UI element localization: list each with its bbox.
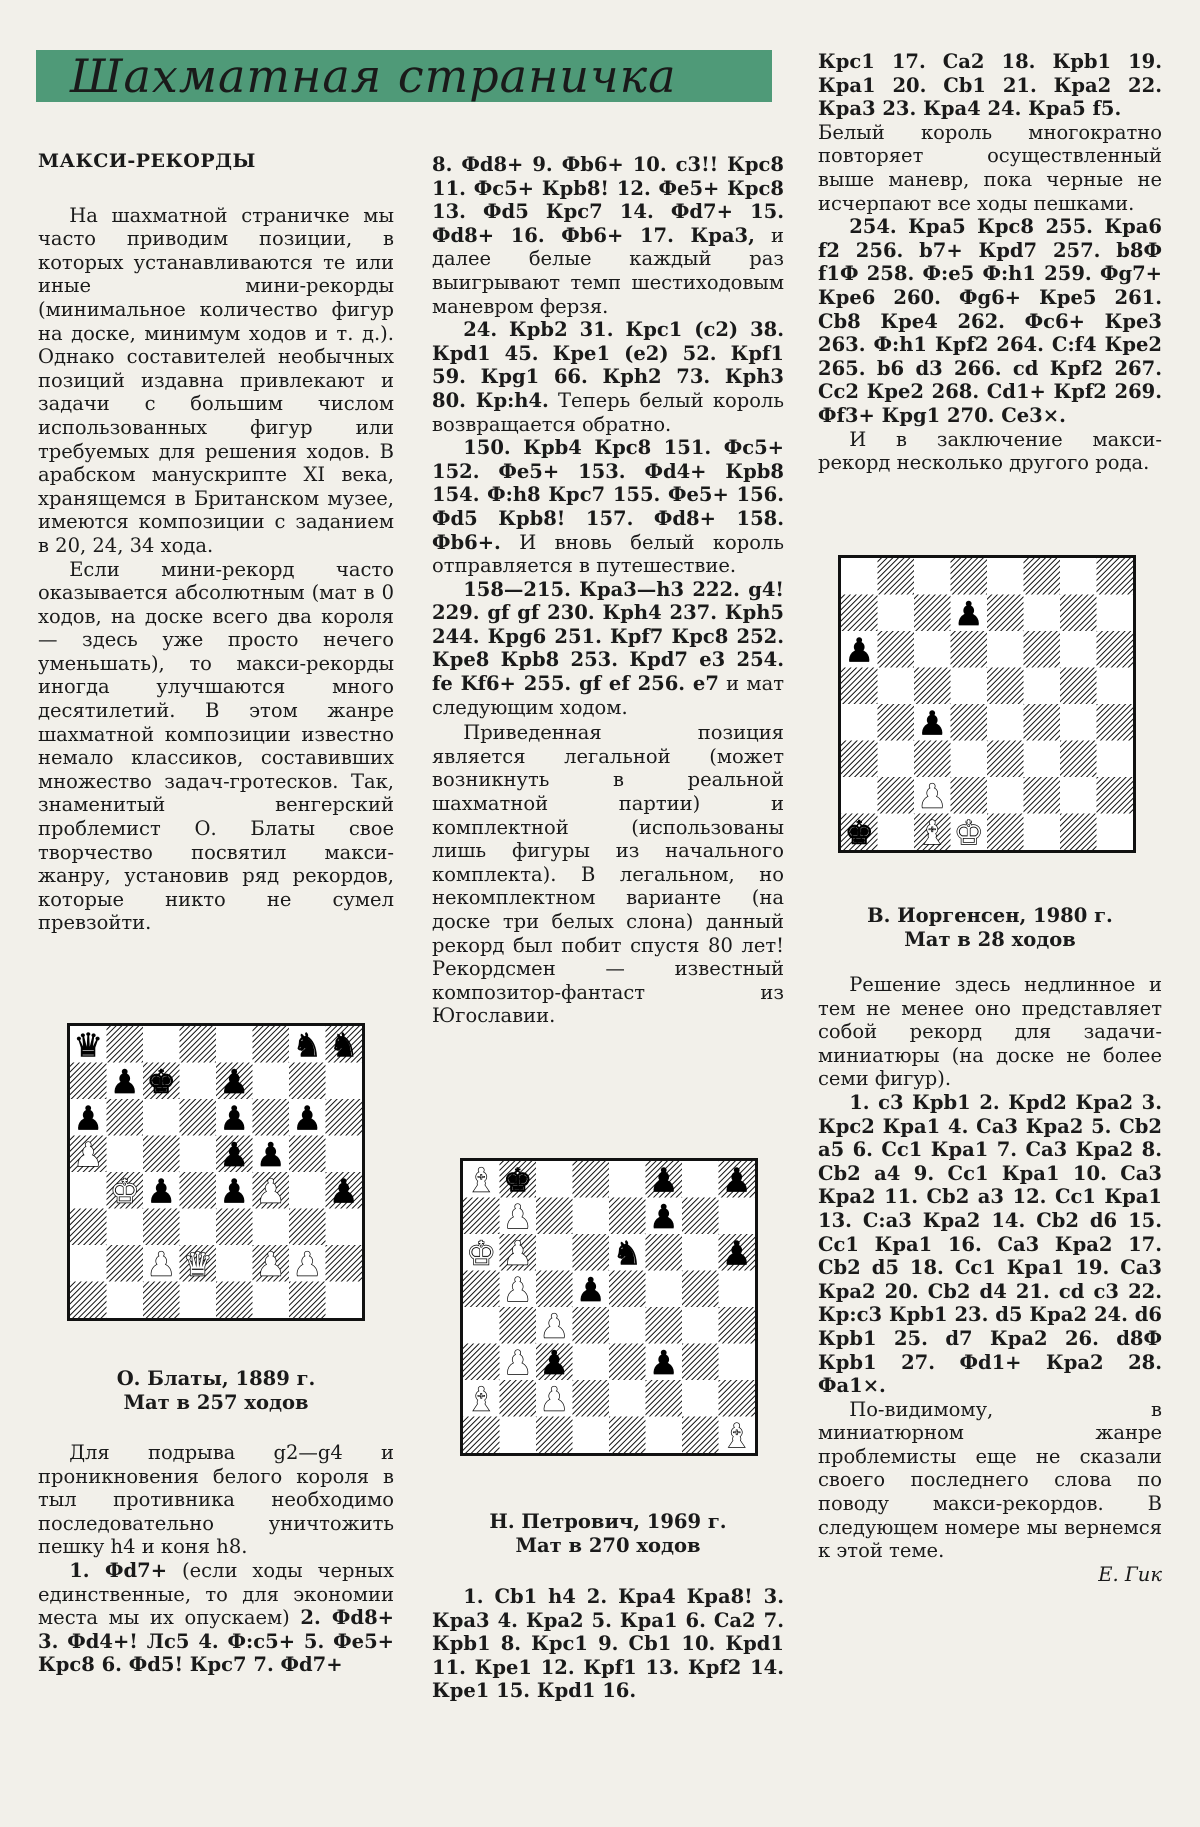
dark-square [1060,814,1097,851]
article-title: МАКСИ-РЕКОРДЫ [38,150,256,172]
dark-square [573,1380,610,1417]
dark-square [609,1198,646,1235]
dark-square [1097,704,1134,741]
light-square [216,1245,253,1282]
light-square [70,1172,107,1209]
diagram-2-task: Мат в 270 ходов [515,1534,701,1557]
light-square [646,1271,683,1308]
dark-square [500,1380,537,1417]
dark-square [609,1417,646,1454]
black-pawn-icon: ♟ [576,1270,606,1309]
white-pawn-icon: ♟ [256,1245,286,1284]
dark-square [951,631,988,668]
col1-paragraph-1: На шахматной страничке мы часто приводим позиции, в которых устанавливаются те или иные мини-рекорды (минимальное количество фигур на доске, минимум ходов и т. д.). Однако составителей необычных позиций издавна привлекают и задачи с большим числом использованных фигур или требуемых для решения ходов. В арабском манускрипте XI века, хранящемся в Британском музее, имеются композиции с заданием в 20, 24, 34 хода. [38,203,394,557]
light-square [1024,814,1061,851]
light-square [289,1172,326,1209]
white-bishop-icon: ♝ [722,1416,752,1453]
dark-square [719,1307,756,1344]
diagram-1-task: Мат в 257 ходов [123,1391,309,1414]
white-bishop-icon: ♝ [917,813,947,850]
dark-square [573,1161,610,1198]
dark-square [646,1380,683,1417]
light-square [987,631,1024,668]
dark-square [326,1099,363,1136]
light-square [646,1417,683,1454]
diagram-2-author: Н. Петрович, 1969 г. [489,1510,727,1533]
dark-square [682,1417,719,1454]
dark-square [682,1344,719,1381]
light-square [1060,704,1097,741]
signature: Е. Гик [1098,1562,1162,1586]
dark-square [951,777,988,814]
light-square [719,1271,756,1308]
black-knight-icon: ♞ [292,1026,322,1065]
dark-square [573,1234,610,1271]
black-pawn-icon: ♟ [329,1172,359,1211]
move-text: 158—215. Кра3—h3 222. g4! 229. gf gf 230. Крh4 237. Крh5 244. Крg6 251. Крf7 Крс8 252. Кре8 Крb8 253. Крd7 е3 254. fe Kf6+ 255. gf ef 256. е7 [432,577,784,696]
light-square [1060,777,1097,814]
dark-square [987,595,1024,632]
dark-square [253,1099,290,1136]
light-square [180,1282,217,1319]
black-pawn-icon: ♟ [844,631,874,670]
black-pawn-icon: ♟ [539,1343,569,1382]
diagram-3-task: Мат в 28 ходов [904,928,1076,951]
dark-square [914,668,951,705]
light-square [143,1026,180,1063]
dark-square [646,1307,683,1344]
light-square [107,1209,144,1246]
dark-square [463,1417,500,1454]
light-square [1097,668,1134,705]
move-text: 2. Фd8+ 3. Фd4+! Лс5 4. Ф:c5+ 5. Фe5+ Крс8 6. Фd5! Крс7 7. Фd7+ [38,1606,394,1677]
black-king-icon: ♚ [146,1062,176,1101]
diagram-2-caption [432,1510,784,1558]
white-pawn-icon: ♟ [503,1197,533,1236]
white-pawn-icon: ♟ [146,1245,176,1284]
note-text: (если ходы черных единственные, то для экономии места мы их опускаем) [38,1558,394,1630]
black-pawn-icon: ♟ [219,1172,249,1211]
diagram-3-author: В. Иоргенсен, 1980 г. [867,904,1113,927]
dark-square [70,1282,107,1319]
light-square [841,777,878,814]
dark-square [1060,595,1097,632]
light-square [253,1063,290,1100]
chess-diagram-2 [460,1158,758,1456]
black-knight-icon: ♞ [329,1026,359,1065]
light-square [1097,595,1134,632]
black-pawn-icon: ♟ [219,1062,249,1101]
col3-lower-moves: 1. с3 Крb1 2. Крd2 Кра2 3. Крс2 Кра1 4. Са3 Кра2 5. Сb2 а5 6. Сс1 Кра1 7. Са3 Кра2 8. Сb2 а4 9. Сс1 Кра1 10. Са3 Кра2 11. Сb2 а3 12. Сс1 Кра1 13. С:а3 Кра2 14. Сb2 d6 15. Сс1 Кра1 16. Са3 Кра2 17. Сb2 d5 18. Сс1 Кра1 19. Са3 Кра2 20. Сb2 d4 21. cd с3 22. Кр:с3 Крb1 23. d5 Кра2 24. d6 Крb1 25. d7 Кра2 26. d8Ф Крb1 27. Фd1+ Кра2 28. Фа1×. [818,1090,1162,1398]
white-pawn-icon: ♟ [292,1245,322,1284]
note-text: И вновь белый король отправляется в путешествие. [432,530,784,578]
col2-paragraph-2 [432,318,784,436]
light-square [682,1380,719,1417]
move-text: 8. Фd8+ 9. Фb6+ 10. с3!! Крс8 11. Фс5+ Крb8! 12. Фe5+ Крс8 13. Фd5 Крс7 14. Фd7+ 15. Фd8+ 16. Фb6+ 17. Кра3, [432,153,784,247]
black-pawn-icon: ♟ [73,1099,103,1138]
dark-square [841,668,878,705]
light-square [326,1209,363,1246]
dark-square [646,1234,683,1271]
dark-square [1060,741,1097,778]
light-square [682,1161,719,1198]
white-pawn-icon: ♟ [73,1135,103,1174]
dark-square [951,558,988,595]
light-square [143,1099,180,1136]
dark-square [463,1198,500,1235]
dark-square [987,814,1024,851]
white-bishop-icon: ♝ [466,1380,496,1419]
light-square [682,1307,719,1344]
dark-square [914,741,951,778]
black-pawn-icon: ♟ [292,1099,322,1138]
light-square [216,1026,253,1063]
dark-square [1097,777,1134,814]
light-square [878,668,915,705]
dark-square [841,741,878,778]
move-text: 150. Крb4 Крс8 151. Фс5+ 152. Фe5+ 153. Фd4+ Крb8 154. Ф:h8 Крс7 155. Фe5+ 156. Фd5 Крb8! 157. Фd8+ 158. Фb6+. [432,436,784,554]
col2-paragraph-3 [432,436,784,578]
col2-lower-moves: 1. Сb1 h4 2. Кра4 Кра8! 3. Кра3 4. Кра2 5. Кра1 6. Са2 7. Крb1 8. Крс1 9. Сb1 10. Крd1 11. Кре1 12. Крf1 13. Крf2 14. Кре1 15. Крd1 16. [432,1585,784,1703]
light-square [841,704,878,741]
dark-square [70,1209,107,1246]
dark-square [180,1026,217,1063]
light-square [609,1380,646,1417]
note-text: и далее белые каждый раз выигрывают темп шестиходовым маневром ферзя. [432,223,784,318]
dark-square [70,1063,107,1100]
light-square [878,741,915,778]
light-square [536,1161,573,1198]
dark-square [914,595,951,632]
dark-square [536,1271,573,1308]
light-square [107,1136,144,1173]
white-pawn-icon: ♟ [917,777,947,816]
white-pawn-icon: ♟ [256,1172,286,1211]
light-square [70,1245,107,1282]
dark-square [289,1136,326,1173]
white-king-icon: ♚ [110,1172,140,1211]
white-pawn-icon: ♟ [503,1343,533,1382]
column-1-lower [38,1441,394,1677]
col3-moves-1: Крс1 17. Са2 18. Крb1 19. Кра1 20. Сb1 21. Кра2 22. Кра3 23. Кра4 24. Кра5 f5. [818,50,1162,121]
dark-square [463,1271,500,1308]
dark-square [987,668,1024,705]
dark-square [878,631,915,668]
banner-title: Шахматная страничка [70,49,677,103]
move-text: 24. Крb2 31. Крс1 (с2) 38. Крd1 45. Кре1 (е2) 52. Крf1 59. Крg1 66. Крh2 73. Крh3 80. Кр:h4. [432,318,784,412]
col1-paragraph-2: Если мини-рекорд часто оказывается абсолютным (мат в 0 ходов, на доске всего два короля — здесь уже просто нечего уменьшать), то макси-рекорды иногда улучшаются много десятилетий. В этом жанре шахматной композиции известно немало классиков, составивших множество задач-гротесков. Так, знаменитый венгерский проблемист О. Блаты свое творчество посвятил макси-жанру, установив ряд рекордов, которые никто не сумел превзойти. [38,557,394,935]
dark-square [536,1198,573,1235]
column-2 [432,153,784,1028]
dark-square [143,1136,180,1173]
dark-square [180,1099,217,1136]
dark-square [682,1198,719,1235]
dark-square [107,1245,144,1282]
light-square [1060,558,1097,595]
dark-square [1097,558,1134,595]
column-3 [818,50,1162,475]
light-square [1097,741,1134,778]
white-bishop-icon: ♝ [466,1161,496,1200]
column-2-lower [432,1585,784,1703]
note-text: и мат следующим ходом. [432,672,784,719]
black-king-icon: ♚ [503,1161,533,1200]
dark-square [719,1380,756,1417]
white-pawn-icon: ♟ [539,1380,569,1419]
light-square [987,704,1024,741]
dark-square [878,777,915,814]
dark-square [609,1344,646,1381]
dark-square [878,558,915,595]
black-pawn-icon: ♟ [722,1234,752,1273]
light-square [878,595,915,632]
dark-square [1024,777,1061,814]
light-square [878,814,915,851]
light-square [987,558,1024,595]
move-text: 1. Фd7+ [69,1558,168,1582]
light-square [1024,741,1061,778]
light-square [500,1417,537,1454]
light-square [536,1234,573,1271]
note-text: Теперь белый король возвращается обратно. [432,388,784,436]
dark-square [289,1209,326,1246]
diagram-1-caption [38,1367,394,1415]
dark-square [500,1307,537,1344]
light-square [253,1209,290,1246]
dark-square [143,1209,180,1246]
column-1 [38,150,394,935]
black-pawn-icon: ♟ [954,594,984,633]
light-square [326,1063,363,1100]
col2-paragraph-4 [432,578,784,720]
light-square [463,1307,500,1344]
black-king-icon: ♚ [844,813,874,850]
white-pawn-icon: ♟ [539,1307,569,1346]
light-square [841,558,878,595]
light-square [1097,814,1134,851]
white-pawn-icon: ♟ [503,1270,533,1309]
light-square [1024,668,1061,705]
light-square [719,1344,756,1381]
white-king-icon: ♚ [954,813,984,850]
dark-square [289,1282,326,1319]
black-pawn-icon: ♟ [722,1161,752,1200]
dark-square [180,1172,217,1209]
dark-square [1060,668,1097,705]
dark-square [682,1271,719,1308]
black-pawn-icon: ♟ [649,1161,679,1200]
light-square [609,1307,646,1344]
light-square [1060,631,1097,668]
diagram-3-caption [818,904,1162,952]
black-pawn-icon: ♟ [146,1172,176,1211]
diagram-1-author: О. Блаты, 1889 г. [116,1367,316,1390]
dark-square [216,1209,253,1246]
col1-lower-paragraph-2 [38,1559,394,1677]
light-square [253,1282,290,1319]
dark-square [216,1282,253,1319]
dark-square [609,1271,646,1308]
col3-lower-paragraph-1: Решение здесь недлинное и тем не менее оно представляет собой рекорд для задачи-миниатюры (на доске не более семи фигур). [818,973,1162,1091]
dark-square [289,1063,326,1100]
dark-square [107,1099,144,1136]
dark-square [1024,558,1061,595]
dark-square [463,1344,500,1381]
black-pawn-icon: ♟ [256,1135,286,1174]
light-square [719,1198,756,1235]
black-pawn-icon: ♟ [110,1062,140,1101]
light-square [107,1282,144,1319]
col1-lower-paragraph-1: Для подрыва g2—g4 и проникновения белого короля в тыл противника необходимо последовательно уничтожить пешку h4 и коня h8. [38,1441,394,1559]
dark-square [1024,704,1061,741]
col2-paragraph-1 [432,153,784,318]
black-pawn-icon: ♟ [219,1099,249,1138]
light-square [914,558,951,595]
chess-diagram-3 [838,555,1136,853]
light-square [951,668,988,705]
col3-paragraph-1: Белый король многократно повторяет осуществленный выше маневр, пока черные не исчерпают все ходы пешками. [818,120,1162,215]
dark-square [1024,631,1061,668]
black-pawn-icon: ♟ [649,1343,679,1382]
black-knight-icon: ♞ [612,1234,642,1273]
dark-square [951,704,988,741]
light-square [682,1234,719,1271]
dark-square [1097,631,1134,668]
light-square [573,1417,610,1454]
white-king-icon: ♚ [466,1234,496,1273]
light-square [987,777,1024,814]
dark-square [536,1417,573,1454]
chess-diagram-1 [67,1023,365,1321]
light-square [573,1344,610,1381]
light-square [951,741,988,778]
light-square [914,631,951,668]
dark-square [573,1307,610,1344]
light-square [573,1198,610,1235]
dark-square [987,741,1024,778]
light-square [180,1209,217,1246]
light-square [180,1063,217,1100]
light-square [326,1136,363,1173]
light-square [1024,595,1061,632]
black-queen-icon: ♛ [73,1026,103,1065]
column-3-lower [818,973,1162,1586]
dark-square [143,1282,180,1319]
black-pawn-icon: ♟ [649,1197,679,1236]
col3-paragraph-2: И в заключение макси-рекорд несколько другого рода. [818,427,1162,475]
dark-square [326,1245,363,1282]
dark-square [841,595,878,632]
col3-moves-2: 254. Кра5 Крс8 255. Кра6 f2 256. b7+ Крd7 257. b8Ф f1Ф 258. Ф:e5 Ф:h1 259. Фg7+ Кре6 260. Фg6+ Кре5 261. Сb8 Кре4 262. Фс6+ Кре3 263. Ф:h1 Крf2 264. С:f4 Кре2 265. b6 d3 266. cd Крf2 267. Сс2 Кре2 268. Сd1+ Крf2 269. Фf3+ Крg1 270. Се3×. [818,215,1162,427]
light-square [180,1136,217,1173]
dark-square [107,1026,144,1063]
white-queen-icon: ♛ [183,1245,213,1284]
col3-lower-paragraph-2: По-видимому, в миниатюрном жанре проблемисты еще не сказали своего последнего слова по поводу макси-рекордов. В следующем номере мы вернемся к этой теме. [818,1397,1162,1563]
dark-square [878,704,915,741]
black-pawn-icon: ♟ [917,704,947,743]
col2-paragraph-5: Приведенная позиция является легальной (может возникнуть в реальной шахматной партии) и комплектной (использованы лишь фигуры из начального комплекта). В легальном, но некомплектном варианте (на доске три белых слона) данный рекорд был побит спустя 80 лет! Рекордсмен — известный композитор-фантаст из Югославии. [432,721,784,1028]
dark-square [253,1026,290,1063]
light-square [609,1161,646,1198]
light-square [326,1282,363,1319]
black-pawn-icon: ♟ [219,1135,249,1174]
white-pawn-icon: ♟ [503,1234,533,1273]
